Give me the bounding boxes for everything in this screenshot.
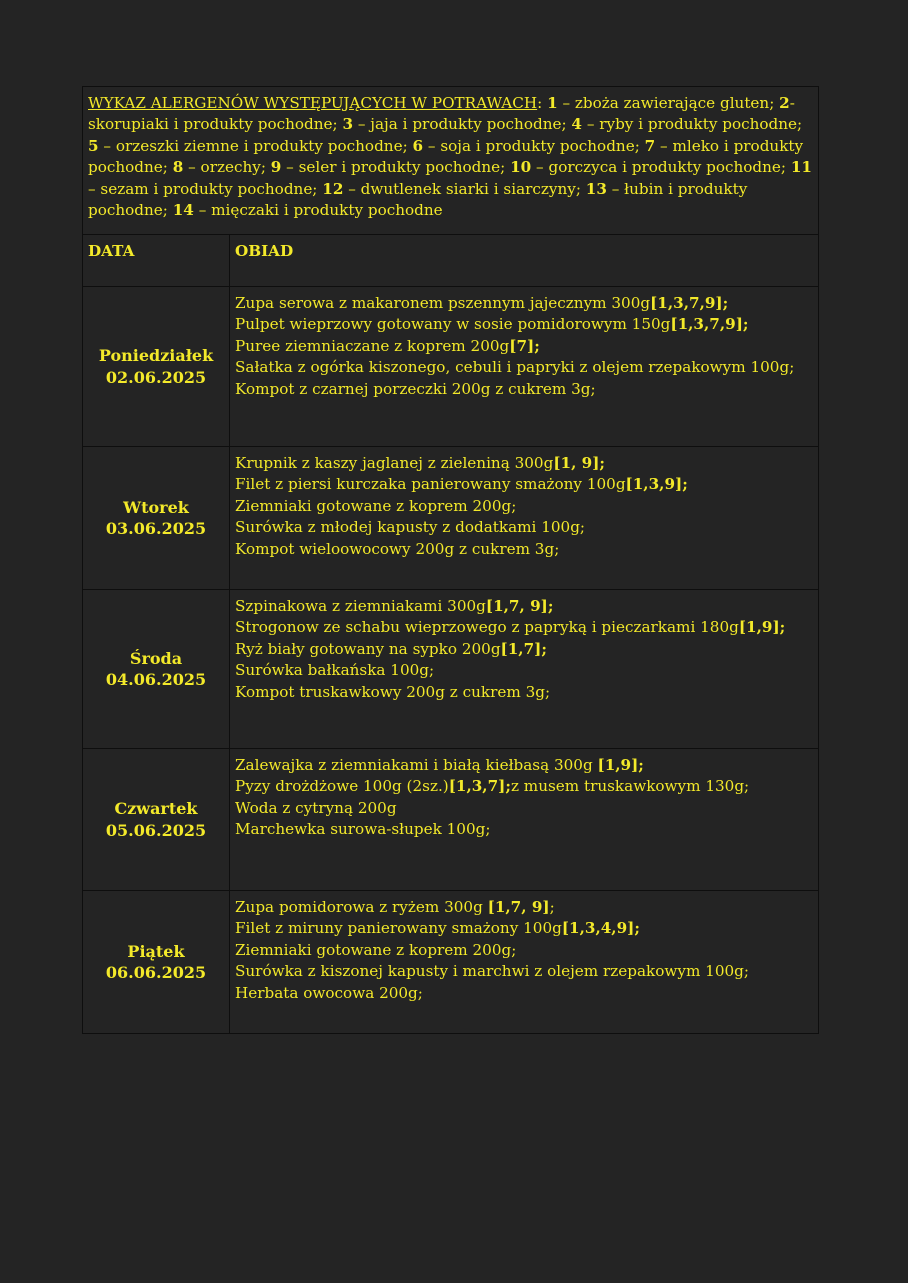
- menu-item: [235, 293, 813, 314]
- day-cell: [83, 287, 230, 447]
- legend-number: 5: [88, 136, 99, 155]
- allergen-codes: [1,9];: [597, 756, 644, 774]
- day-row: [83, 590, 819, 749]
- dish-text: Zupa serowa z makaronem pszennym jajecznym 300g: [235, 294, 651, 312]
- menu-item: [235, 596, 813, 617]
- menu-cell: [230, 749, 819, 891]
- menu-item: [235, 776, 813, 797]
- legend-text: – zboża zawierające gluten;: [557, 94, 780, 112]
- dish-text: Kompot truskawkowy 200g z cukrem 3g;: [235, 682, 551, 701]
- legend-number: 12: [322, 179, 344, 198]
- allergen-codes: [1,3,7];: [448, 777, 511, 796]
- legend-number: 9: [270, 158, 282, 177]
- menu-item: [235, 897, 813, 918]
- day-name: Środa: [129, 648, 183, 668]
- legend-number: 8: [172, 158, 184, 177]
- legend-text: – soja i produkty pochodne;: [423, 136, 645, 155]
- day-cell: [83, 447, 230, 590]
- day-row: [83, 447, 819, 590]
- dish-text: Woda z cytryną 200g: [235, 798, 397, 817]
- day-cell: [83, 590, 230, 749]
- legend-number: 6: [412, 136, 424, 155]
- legend-text: – orzechy;: [183, 158, 271, 177]
- day-row: [83, 287, 819, 447]
- dish-text: Kompot z czarnej porzeczki 200g z cukrem 3g;: [235, 379, 596, 398]
- meal-column-header: OBIAD: [230, 235, 819, 287]
- day-cell: [83, 891, 230, 1034]
- legend-text: – dwutlenek siarki i siarczyny;: [343, 179, 586, 198]
- menu-cell: [230, 447, 819, 590]
- day-name: Czwartek: [114, 799, 198, 818]
- dish-text: Pulpet wieprzowy gotowany w sosie pomidorowym 150g: [235, 315, 671, 334]
- menu-cell: [230, 891, 819, 1034]
- legend-text: – seler i produkty pochodne;: [281, 158, 511, 177]
- legend-text: – orzeszki ziemne i produkty pochodne;: [98, 136, 413, 155]
- date-column-header: DATA: [83, 235, 230, 287]
- dish-text-after: z musem truskawkowym 130g;: [510, 777, 750, 796]
- allergen-legend: WYKAZ ALERGENÓW WYSTĘPUJĄCYCH W POTRAWACH: 1 – zboża zawierające gluten; 2-skorupiaki i produkty pochodne; 3 – jaja i produkty pochodne; 4 – ryby i produkty pochodne; 5 – orzeszki ziemne i produkty pochodne; 6 – soja i produkty pochodne; 7 – mleko i produkty pochodne; 8 – orzechy; 9 – seler i produkty pochodne; 10 – gorczyca i produkty pochodne; 11 – sezam i produkty pochodne; 12 – dwutlenek siarki i siarczyny; 13 – łubin i produkty pochodne; 14 – mięczaki i produkty pochodne: [83, 87, 819, 235]
- menu-item: [235, 539, 813, 560]
- legend-number: 13: [585, 179, 607, 198]
- legend-number: 4: [571, 115, 582, 134]
- allergen-codes: [7];: [509, 336, 540, 355]
- legend-text: – ryby i produkty pochodne;: [582, 115, 803, 134]
- legend-number: 2: [779, 94, 790, 112]
- legend-text: – gorczyca i produkty pochodne;: [531, 158, 791, 177]
- legend-text: – sezam i produkty pochodne;: [88, 179, 323, 198]
- dish-text: Strogonow ze schabu wieprzowego z papryką i pieczarkami 180g: [235, 618, 739, 637]
- day-row: [83, 749, 819, 891]
- legend-number: 14: [172, 201, 194, 220]
- dish-text: Herbata owocowa 200g;: [235, 983, 423, 1002]
- day-cell: [83, 749, 230, 891]
- legend-text: – jaja i produkty pochodne;: [353, 115, 572, 134]
- header-row: [83, 235, 819, 287]
- dish-text: Zalewajka z ziemniakami i białą kiełbasą 300g: [235, 756, 598, 774]
- dish-text: Surówka z młodej kapusty z dodatkami 100g;: [235, 518, 586, 537]
- dish-text: Krupnik z kaszy jaglanej z zieleniną 300g: [235, 454, 554, 472]
- dish-text: Sałatka z ogórka kiszonego, cebuli i papryki z olejem rzepakowym 100g;: [235, 358, 795, 377]
- allergen-codes: [1,9];: [738, 618, 786, 637]
- menu-table: [82, 86, 819, 1034]
- dish-text: Surówka z kiszonej kapusty i marchwi z olejem rzepakowym 100g;: [235, 962, 750, 981]
- allergen-codes: [1,3,7,9];: [650, 294, 729, 312]
- menu-item: [235, 336, 813, 357]
- legend-number: 10: [510, 158, 532, 177]
- dish-text: Filet z piersi kurczaka panierowany smażony 100g: [235, 475, 626, 494]
- menu-item: [235, 314, 813, 335]
- menu-item: [235, 517, 813, 538]
- menu-item: [235, 496, 813, 517]
- dish-text: Marchewka surowa-słupek 100g;: [235, 820, 491, 839]
- menu-item: [235, 357, 813, 378]
- menu-cell: [230, 590, 819, 749]
- menu-item: [235, 639, 813, 660]
- legend-number: 1: [547, 94, 558, 112]
- allergen-codes: [1,7, 9]: [487, 898, 550, 916]
- allergen-codes: [1,3,7,9];: [670, 315, 749, 334]
- dish-text: Surówka bałkańska 100g;: [235, 661, 435, 680]
- day-date: 02.06.2025: [105, 367, 207, 387]
- day-date: 03.06.2025: [105, 519, 207, 538]
- dish-text: Ziemniaki gotowane z koprem 200g;: [235, 496, 517, 515]
- allergen-codes: [1,7, 9];: [485, 597, 554, 615]
- legend-text: – mleko i produkty pochodne;: [88, 136, 804, 177]
- legend-number: 3: [342, 115, 354, 134]
- menu-item: [235, 961, 813, 982]
- allergen-codes: [1,7];: [500, 639, 547, 658]
- legend-number: 11: [790, 158, 812, 177]
- menu-item: [235, 660, 813, 681]
- legend-text: -skorupiaki i produkty pochodne;: [88, 94, 795, 134]
- menu-item: [235, 755, 813, 776]
- allergen-codes: [1,3,9];: [625, 475, 688, 494]
- dish-text: Zupa pomidorowa z ryżem 300g: [235, 898, 488, 916]
- allergen-codes: [1, 9];: [553, 454, 606, 472]
- day-date: 04.06.2025: [105, 670, 207, 689]
- day-name: Poniedziałek: [98, 346, 214, 365]
- dish-text: Kompot wieloowocowy 200g z cukrem 3g;: [235, 539, 560, 558]
- menu-item: [235, 798, 813, 819]
- menu-item: [235, 474, 813, 495]
- menu-item: [235, 682, 813, 703]
- menu-item: [235, 453, 813, 474]
- menu-cell: [230, 287, 819, 447]
- day-row: [83, 891, 819, 1034]
- dish-text: Puree ziemniaczane z koprem 200g: [235, 336, 510, 355]
- legend-text: – łubin i produkty pochodne;: [88, 179, 748, 220]
- menu-item: [235, 617, 813, 638]
- dish-text: Szpinakowa z ziemniakami 300g: [235, 597, 486, 615]
- legend-title: WYKAZ ALERGENÓW WYSTĘPUJĄCYCH W POTRAWACH: [88, 94, 538, 112]
- legend-row: [83, 87, 819, 235]
- day-date: 05.06.2025: [105, 820, 207, 840]
- legend-text: – mięczaki i produkty pochodne: [193, 201, 443, 220]
- dish-text: Ziemniaki gotowane z koprem 200g;: [235, 940, 517, 959]
- dish-text-after: ;: [549, 898, 555, 916]
- day-name: Piątek: [127, 941, 185, 961]
- dish-text: Filet z miruny panierowany smażony 100g: [235, 919, 562, 938]
- dish-text: Pyzy drożdżowe 100g (2sz.): [235, 777, 449, 796]
- dish-text: Ryż biały gotowany na sypko 200g: [235, 639, 501, 658]
- menu-item: [235, 379, 813, 400]
- menu-item: [235, 918, 813, 939]
- menu-item: [235, 983, 813, 1004]
- legend-items: [88, 94, 812, 219]
- menu-item: [235, 819, 813, 840]
- allergen-codes: [1,3,4,9];: [561, 919, 640, 938]
- day-name: Wtorek: [123, 497, 189, 517]
- legend-number: 7: [644, 136, 656, 155]
- day-date: 06.06.2025: [105, 963, 207, 982]
- menu-item: [235, 940, 813, 961]
